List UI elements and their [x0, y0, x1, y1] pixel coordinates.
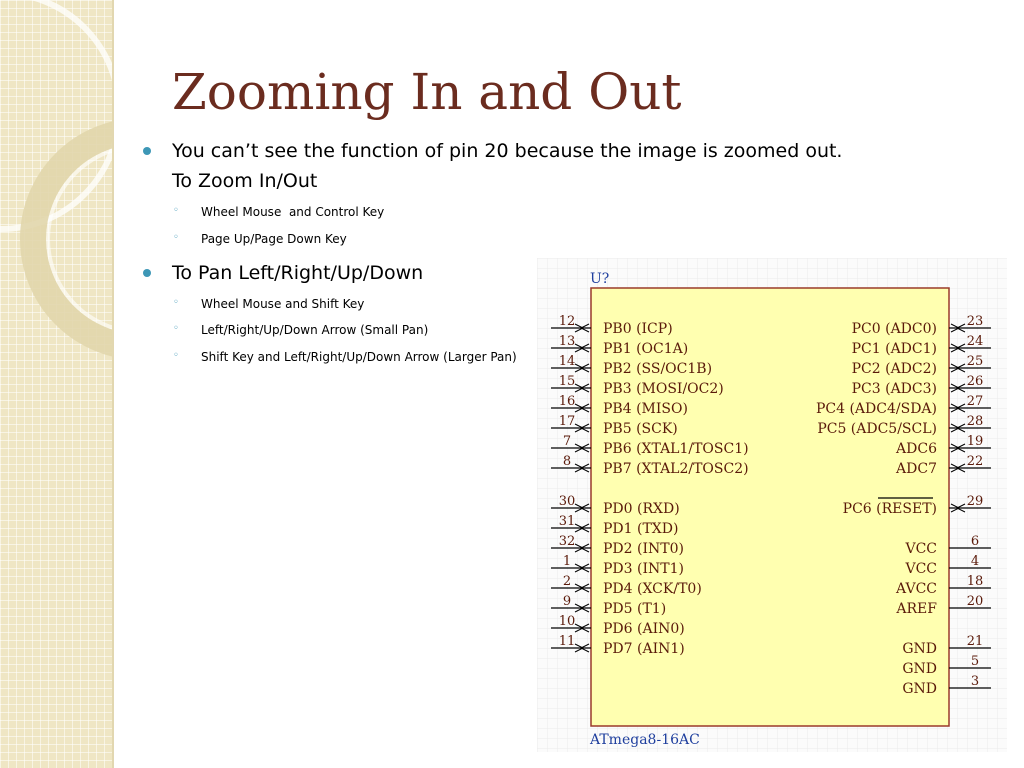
pin-number: 5 [970, 654, 980, 669]
pin-name: PB5 (SCK) [603, 421, 678, 437]
decorative-sidebar [0, 0, 112, 768]
pin-name: PD0 (RXD) [603, 501, 680, 517]
pin-number: 13 [558, 334, 576, 349]
sidebar-divider [112, 0, 114, 768]
pin-name: PC0 (ADC0) [851, 321, 937, 337]
pin-number: 1 [562, 554, 572, 569]
pin-name: ADC6 [896, 441, 937, 457]
pin-number: 4 [970, 554, 980, 569]
sub-bullet-marker: ◦ [173, 297, 179, 308]
pin-name: AREF [896, 601, 937, 617]
pin-name: PB7 (XTAL2/TOSC2) [603, 461, 749, 477]
sub-bullet-text: Shift Key and Left/Right/Up/Down Arrow (Larger Pan) [201, 350, 517, 364]
pin-name: PB3 (MOSI/OC2) [603, 381, 724, 397]
pin-number: 26 [966, 374, 984, 389]
pin-name: VCC [905, 541, 937, 557]
sub-bullet-shift-arrows [173, 350, 517, 364]
pin-number: 15 [558, 374, 576, 389]
pin-number: 18 [966, 574, 984, 589]
pin-name: PC6 (RESET) [842, 501, 937, 517]
sub-bullet-marker: ◦ [173, 232, 179, 243]
bullet-dot [143, 269, 151, 277]
pin-number: 23 [966, 314, 984, 329]
pin-number: 30 [558, 494, 576, 509]
sub-bullet-arrows [173, 323, 429, 337]
pin-number: 25 [966, 354, 984, 369]
pin-number: 3 [970, 674, 980, 689]
pin-name: PC2 (ADC2) [851, 361, 937, 377]
pin-number: 27 [966, 394, 984, 409]
pin-name: PD7 (AIN1) [603, 641, 685, 657]
pin-name: GND [902, 661, 937, 677]
pin-name: ADC7 [896, 461, 937, 477]
pin-number: 17 [558, 414, 576, 429]
pin-number: 7 [562, 434, 572, 449]
bullet-dot [143, 147, 151, 155]
part-name-label: ATmega8-16AC [590, 732, 700, 748]
bullet-pan [172, 258, 532, 288]
bullet-text-line1: You can’t see the function of pin 20 because the image is zoomed out. [172, 140, 843, 162]
sub-bullet-text: Page Up/Page Down Key [201, 232, 347, 246]
pin-number: 20 [966, 594, 984, 609]
sub-bullet-wheel-shift [173, 297, 365, 311]
pin-name: AVCC [896, 581, 937, 597]
pin-number: 8 [562, 454, 572, 469]
pin-number: 24 [966, 334, 984, 349]
pin-name: PC4 (ADC4/SDA) [815, 401, 937, 417]
pin-name: PB2 (SS/OC1B) [603, 361, 713, 377]
pin-number: 28 [966, 414, 984, 429]
sub-bullet-text: Left/Right/Up/Down Arrow (Small Pan) [201, 323, 429, 337]
pin-name: GND [902, 681, 937, 697]
pin-name: GND [902, 641, 937, 657]
pin-number: 6 [970, 534, 980, 549]
pin-number: 32 [558, 534, 576, 549]
pin-number: 12 [558, 314, 576, 329]
pin-name: PB1 (OC1A) [603, 341, 689, 357]
pin-name: PB0 (ICP) [603, 321, 673, 337]
pin-number: 10 [558, 614, 576, 629]
pin-name: PD1 (TXD) [603, 521, 679, 537]
pin-name: PB6 (XTAL1/TOSC1) [603, 441, 749, 457]
sub-bullet-marker: ◦ [173, 350, 179, 361]
pin-name: PC3 (ADC3) [851, 381, 937, 397]
sub-bullet-wheel-ctrl [173, 205, 385, 219]
designator-label: U? [590, 271, 610, 287]
pin-number: 22 [966, 454, 984, 469]
pin-number: 31 [558, 514, 576, 529]
slide-title: Zooming In and Out [172, 63, 682, 121]
pin-number: 2 [562, 574, 572, 589]
bullet-text-line2: To Zoom In/Out [172, 170, 318, 192]
sub-bullet-text: Wheel Mouse and Shift Key [201, 297, 365, 311]
pin-number: 9 [562, 594, 572, 609]
pin-number: 14 [558, 354, 576, 369]
pin-name: PD3 (INT1) [603, 561, 684, 577]
pin-number: 19 [966, 434, 984, 449]
sub-bullet-text: Wheel Mouse and Control Key [201, 205, 385, 219]
pin-name: PD5 (T1) [603, 601, 667, 617]
pin-name: PB4 (MISO) [603, 401, 688, 417]
bullet-text-line1: To Pan Left/Right/Up/Down [172, 262, 424, 284]
sub-bullet-marker: ◦ [173, 323, 179, 334]
bullet-zoom [172, 136, 932, 196]
sub-bullet-marker: ◦ [173, 205, 179, 216]
sub-bullet-page-keys [173, 232, 347, 246]
pin-name: PD6 (AIN0) [603, 621, 685, 637]
pin-name: VCC [905, 561, 937, 577]
pin-name: PC5 (ADC5/SCL) [817, 421, 937, 437]
pin-number: 29 [966, 494, 984, 509]
pin-name: PD4 (XCK/T0) [603, 581, 702, 597]
pin-number: 16 [558, 394, 576, 409]
pin-name: PD2 (INT0) [603, 541, 684, 557]
pin-number: 11 [558, 634, 576, 649]
pin-number: 21 [966, 634, 984, 649]
schematic-view [537, 258, 1007, 752]
pin-name: PC1 (ADC1) [851, 341, 937, 357]
